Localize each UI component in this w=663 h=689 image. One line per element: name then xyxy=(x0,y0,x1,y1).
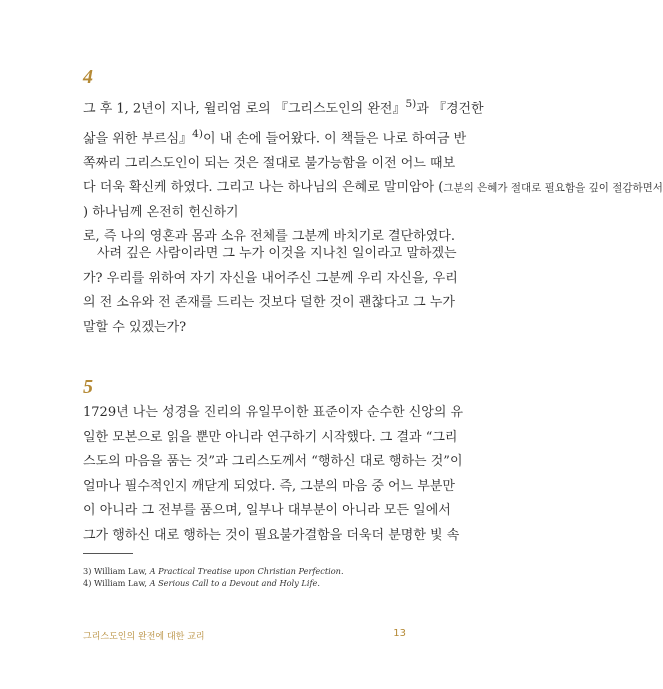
paragraph xyxy=(83,242,458,340)
text-line: 그가 행하신 대로 행하는 것이 필요불가결함을 더욱더 분명한 빛 속 xyxy=(83,527,460,543)
text-line: 의 전 소유와 전 존재를 드리는 것보다 덜한 것이 괜찮다고 그 누가 xyxy=(83,295,455,310)
text-line: 말할 수 있겠는가? xyxy=(83,319,187,335)
text-line: 가? 우리를 위하여 자기 자신을 내어주신 그분께 우리 자신을, 우리 xyxy=(83,270,458,286)
footnotes xyxy=(83,565,423,589)
paragraph xyxy=(83,92,663,250)
paragraph xyxy=(83,401,464,548)
text-line: 삶을 위한 부르심』$^{4)}$이 내 손에 들어왔다. 이 책들은 나로 하여금 반 xyxy=(83,127,467,147)
footnote: 3) William Law, A Practical Treatise upon Christian Perfection. xyxy=(83,566,344,576)
text-line: ) 하나님께 온전히 헌신하기 xyxy=(83,204,239,220)
text-line: 그 후 1, 2년이 지나, 윌리엄 로의 『그리스도인의 완전』$^{5)}$과 『경건한 xyxy=(83,98,484,117)
text-line: 사려 깊은 사람이라면 그 누가 이것을 지나친 일이라고 말하겠는 xyxy=(97,246,457,261)
running-footer-title: 그리스도인의 완전에 대한 교리 xyxy=(83,632,205,642)
text-line: 다 더욱 확신케 하였다. 그리고 나는 하나님의 은혜로 말미암아 (그분의 은혜가 절대로 필요함을 깊이 절감하면서 xyxy=(83,180,663,196)
text-line: 얼마나 필수적인지 깨닫게 되었다. 즉, 그분의 마음 중 어느 부분만 xyxy=(83,478,455,494)
section-number: 4 xyxy=(83,66,93,88)
text-line: 로, 즉 나의 영혼과 몸과 소유 전체를 그분께 바치기로 결단하였다. xyxy=(83,229,455,245)
footnote-divider xyxy=(83,553,133,554)
section-number: 5 xyxy=(83,376,93,398)
text-line: 일한 모본으로 읽을 뿐만 아니라 연구하기 시작했다. 그 결과 “그리 xyxy=(83,429,458,445)
text-line: 쪽짜리 그리스도인이 되는 것은 절대로 불가능함을 이전 어느 때보 xyxy=(83,155,456,171)
text-line: 이 아니라 그 전부를 품으며, 일부나 대부분이 아니라 모든 일에서 xyxy=(83,503,451,518)
footnote: 4) William Law, A Serious Call to a Devout and Holy Life. xyxy=(83,578,320,588)
text-line: 1729년 나는 성경을 진리의 유일무이한 표준이자 순수한 신앙의 유 xyxy=(83,405,464,420)
text-line: 스도의 마음을 품는 것”과 그리스도께서 “행하신 대로 행하는 것”이 xyxy=(83,454,463,469)
page-number: 13 xyxy=(393,628,406,639)
